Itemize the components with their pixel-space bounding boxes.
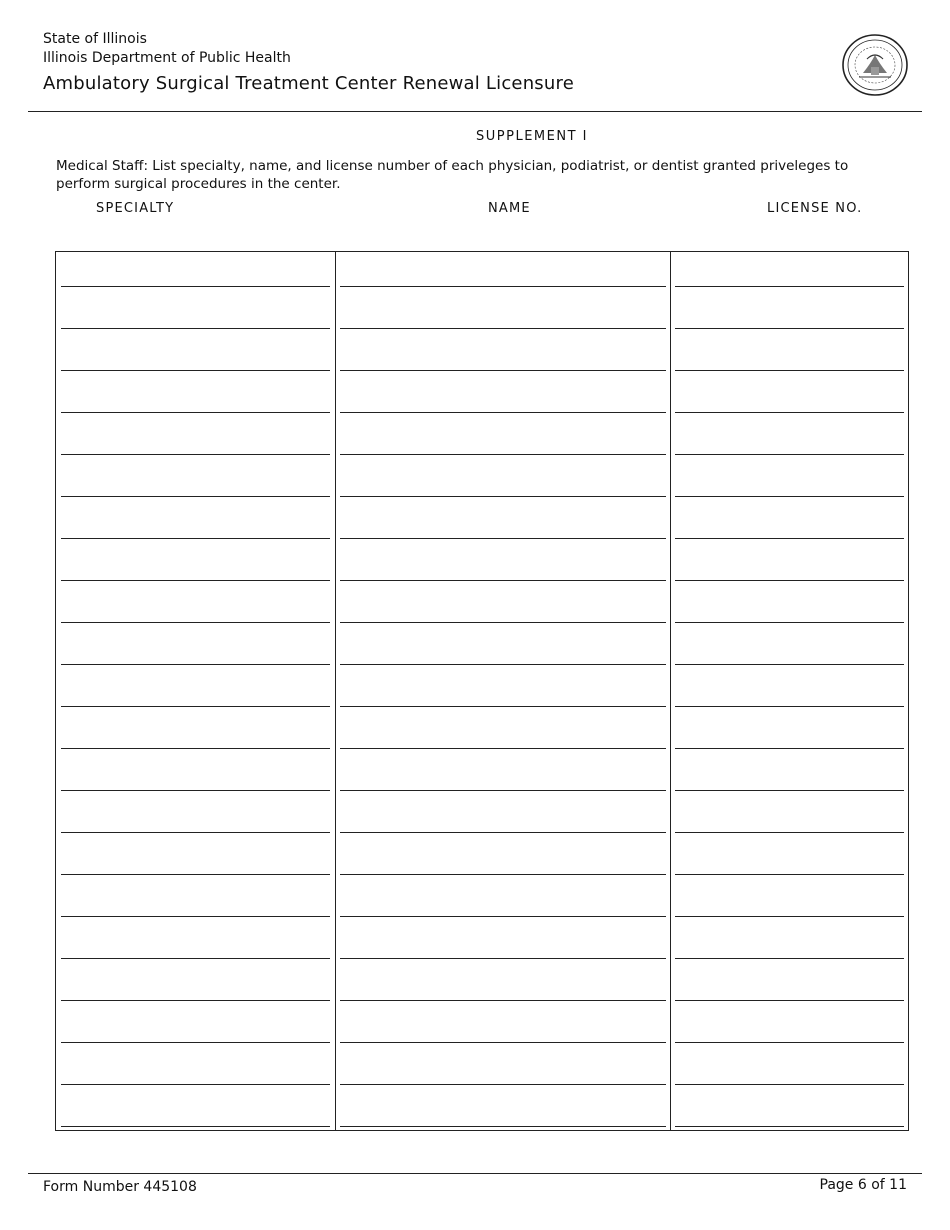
name-entry-line[interactable] (340, 664, 666, 665)
name-entry-line[interactable] (340, 496, 666, 497)
medical-staff-table (55, 251, 909, 1131)
specialty-entry-line[interactable] (61, 748, 330, 749)
page-number: Page 6 of 11 (819, 1177, 907, 1193)
license-entry-line[interactable] (675, 538, 904, 539)
name-entry-line[interactable] (340, 1042, 666, 1043)
supplement-heading: SUPPLEMENT I (476, 129, 588, 144)
specialty-entry-line[interactable] (61, 580, 330, 581)
license-entry-line[interactable] (675, 916, 904, 917)
specialty-entry-line[interactable] (61, 412, 330, 413)
name-column (336, 252, 671, 1130)
license-entry-line[interactable] (675, 958, 904, 959)
column-header-license-no: LICENSE NO. (767, 201, 863, 216)
specialty-entry-line[interactable] (61, 286, 330, 287)
column-header-name: NAME (488, 201, 531, 216)
name-entry-line[interactable] (340, 748, 666, 749)
license-entry-line[interactable] (675, 1042, 904, 1043)
license-entry-line[interactable] (675, 1000, 904, 1001)
license-entry-line[interactable] (675, 328, 904, 329)
illinois-state-seal-icon (841, 33, 909, 97)
specialty-entry-line[interactable] (61, 1084, 330, 1085)
specialty-entry-line[interactable] (61, 706, 330, 707)
name-entry-line[interactable] (340, 370, 666, 371)
specialty-entry-line[interactable] (61, 874, 330, 875)
specialty-entry-line[interactable] (61, 664, 330, 665)
name-entry-line[interactable] (340, 1126, 666, 1127)
name-entry-line[interactable] (340, 454, 666, 455)
name-entry-line[interactable] (340, 286, 666, 287)
license-entry-line[interactable] (675, 370, 904, 371)
name-entry-line[interactable] (340, 622, 666, 623)
name-entry-line[interactable] (340, 412, 666, 413)
footer-divider (28, 1173, 922, 1174)
page-title: Ambulatory Surgical Treatment Center Renewal Licensure (43, 73, 574, 94)
license-entry-line[interactable] (675, 454, 904, 455)
specialty-entry-line[interactable] (61, 496, 330, 497)
license-entry-line[interactable] (675, 1126, 904, 1127)
name-entry-line[interactable] (340, 538, 666, 539)
license-column (671, 252, 908, 1130)
license-entry-line[interactable] (675, 1084, 904, 1085)
specialty-entry-line[interactable] (61, 370, 330, 371)
column-header-specialty: SPECIALTY (96, 201, 175, 216)
name-entry-line[interactable] (340, 1000, 666, 1001)
specialty-entry-line[interactable] (61, 1126, 330, 1127)
license-entry-line[interactable] (675, 748, 904, 749)
license-entry-line[interactable] (675, 412, 904, 413)
name-entry-line[interactable] (340, 1084, 666, 1085)
license-entry-line[interactable] (675, 664, 904, 665)
specialty-entry-line[interactable] (61, 790, 330, 791)
specialty-entry-line[interactable] (61, 1042, 330, 1043)
license-entry-line[interactable] (675, 496, 904, 497)
header-department: Illinois Department of Public Health (43, 50, 291, 66)
license-entry-line[interactable] (675, 706, 904, 707)
header-divider (28, 111, 922, 112)
form-number: Form Number 445108 (43, 1179, 197, 1195)
license-entry-line[interactable] (675, 622, 904, 623)
name-entry-line[interactable] (340, 874, 666, 875)
license-entry-line[interactable] (675, 286, 904, 287)
name-entry-line[interactable] (340, 832, 666, 833)
header-state: State of Illinois (43, 31, 147, 47)
specialty-entry-line[interactable] (61, 538, 330, 539)
specialty-entry-line[interactable] (61, 328, 330, 329)
specialty-entry-line[interactable] (61, 832, 330, 833)
specialty-entry-line[interactable] (61, 916, 330, 917)
instructions-text: Medical Staff: List specialty, name, and license number of each physician, podiatrist, or dentist granted priveleges to perform surgical procedures in the center. (56, 158, 849, 192)
specialty-column (56, 252, 336, 1130)
specialty-entry-line[interactable] (61, 958, 330, 959)
specialty-entry-line[interactable] (61, 622, 330, 623)
name-entry-line[interactable] (340, 328, 666, 329)
specialty-entry-line[interactable] (61, 1000, 330, 1001)
specialty-entry-line[interactable] (61, 454, 330, 455)
license-entry-line[interactable] (675, 832, 904, 833)
name-entry-line[interactable] (340, 580, 666, 581)
name-entry-line[interactable] (340, 706, 666, 707)
name-entry-line[interactable] (340, 916, 666, 917)
license-entry-line[interactable] (675, 790, 904, 791)
license-entry-line[interactable] (675, 874, 904, 875)
license-entry-line[interactable] (675, 580, 904, 581)
name-entry-line[interactable] (340, 790, 666, 791)
name-entry-line[interactable] (340, 958, 666, 959)
